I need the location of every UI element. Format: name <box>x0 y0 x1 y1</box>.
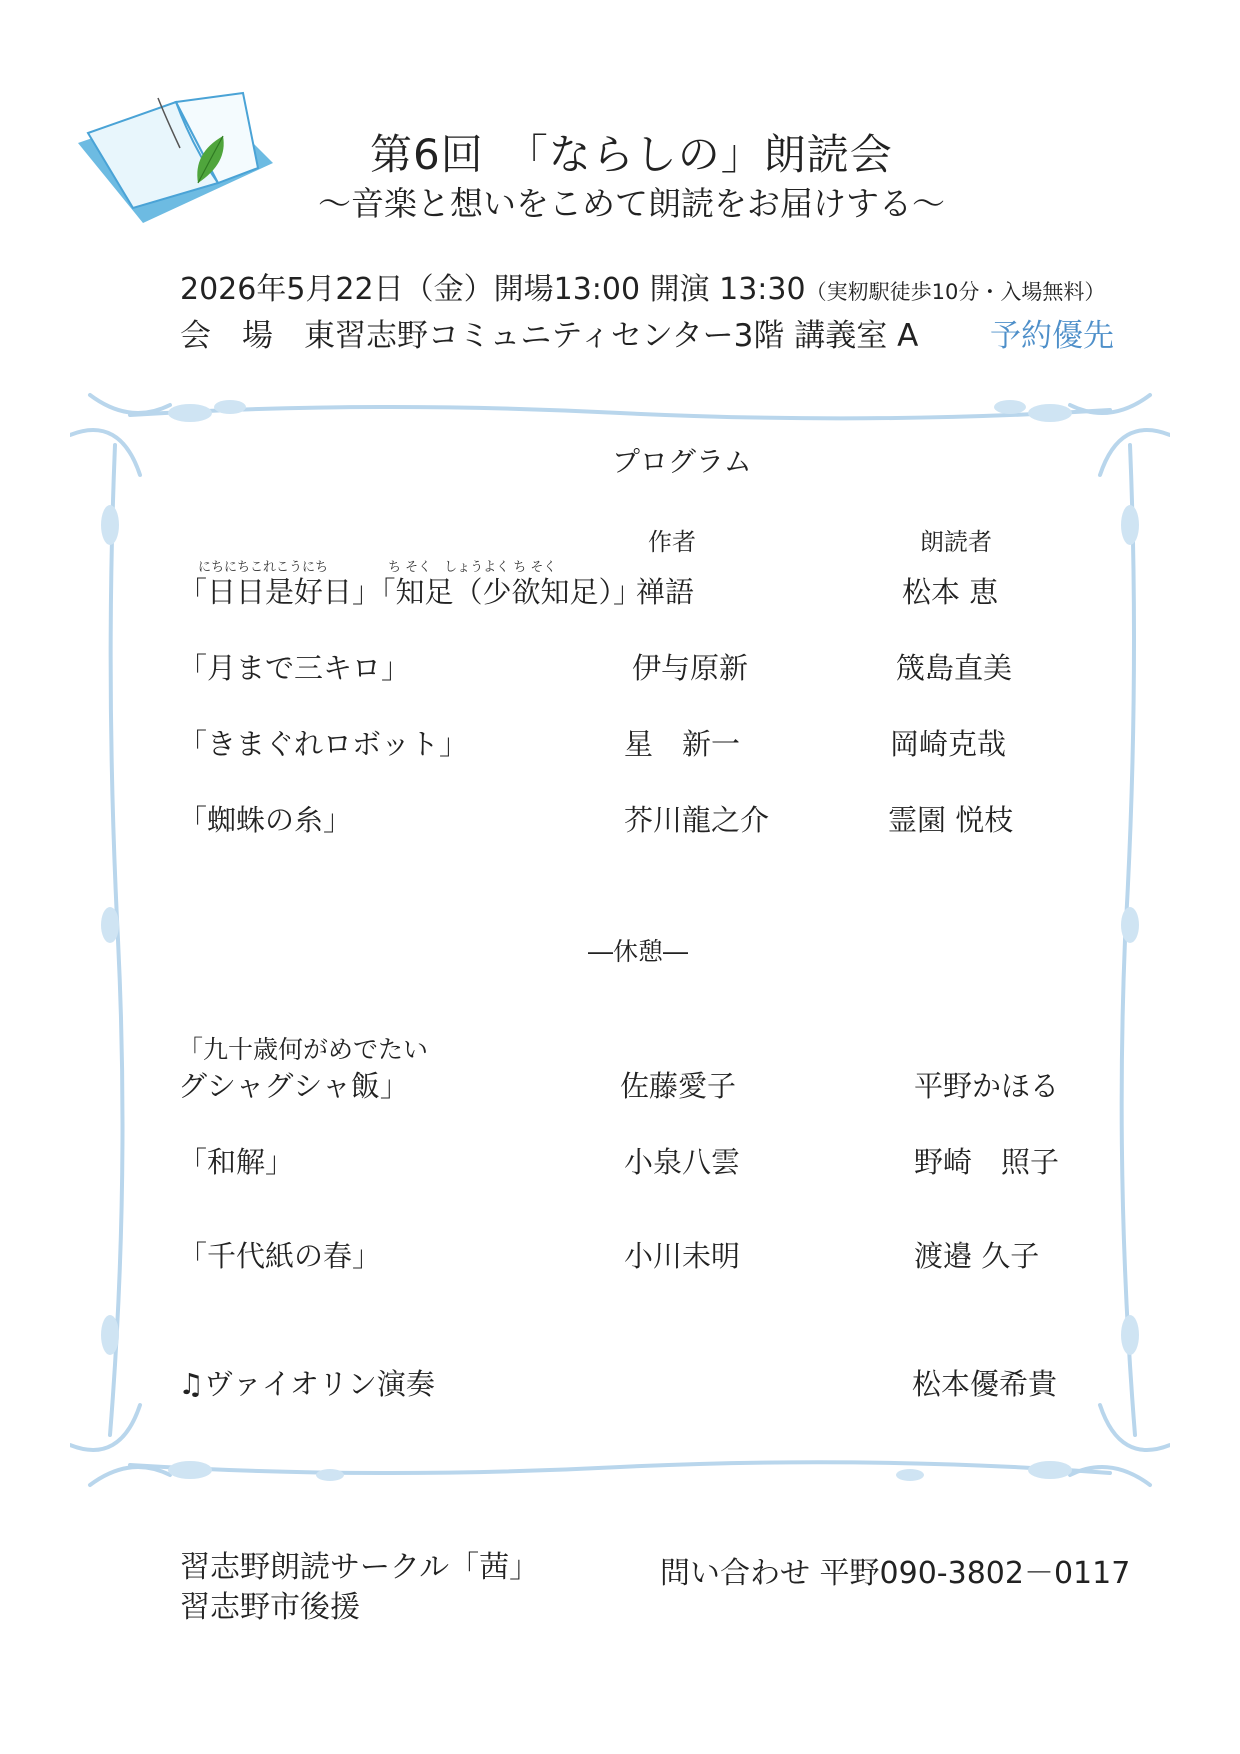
ruby-text-2: ち そく しょうよく ち そく <box>388 560 557 575</box>
reservation-note: 予約優先 <box>990 318 1114 354</box>
program-author-4: 芥川龍之介 <box>624 803 770 837</box>
program-title-6: 「和解」 <box>178 1145 295 1179</box>
program-author-3: 星 新一 <box>624 727 741 761</box>
column-author: 作者 <box>648 528 696 556</box>
organizer-support: 習志野市後援 <box>180 1590 360 1625</box>
program-title-4: 「蜘蛛の糸」 <box>178 803 353 837</box>
program-reader-7: 渡邉 久子 <box>914 1239 1040 1273</box>
program-reader-1: 松本 恵 <box>902 575 999 609</box>
datetime-note: （実籾駅徒歩10分・入場無料） <box>805 280 1106 304</box>
program-title-5-line2: グシャグシャ飯」 <box>178 1069 409 1103</box>
program-author-2: 伊与原新 <box>632 651 749 685</box>
program-title-1: 「日日是好日」「知足（少欲知足）」 <box>178 575 643 609</box>
program-author-6: 小泉八雲 <box>624 1145 741 1179</box>
program-author-7: 小川未明 <box>624 1239 741 1273</box>
datetime-text: 2026年5月22日（金）開場13:00 開演 13:30 <box>180 272 806 307</box>
program-author-5: 佐藤愛子 <box>620 1069 737 1103</box>
music-performance: ♫ヴァイオリン演奏 <box>178 1367 435 1401</box>
program-reader-2: 筬島直美 <box>896 651 1013 685</box>
ruby-text-1: にちにちこれこうにち <box>198 560 329 575</box>
program-title-3: 「きまぐれロボット」 <box>178 727 469 761</box>
event-datetime <box>180 264 1105 308</box>
event-venue: 会 場 東習志野コミュニティセンター3階 講義室 A <box>180 318 919 354</box>
program-heading: プログラム <box>612 445 752 478</box>
organizer-circle: 習志野朗読サークル「茜」 <box>180 1550 540 1585</box>
musician-name: 松本優希貴 <box>912 1367 1058 1401</box>
organizer-info <box>180 1548 539 1628</box>
program-author-1: 禅語 <box>636 575 695 609</box>
program-reader-3: 岡崎克哉 <box>890 727 1007 761</box>
program-reader-5: 平野かほる <box>914 1069 1060 1103</box>
program-title-5-line1: 「九十歳何がめでたい <box>178 1035 429 1064</box>
program-title-2: 「月まで三キロ」 <box>178 651 411 685</box>
page-subtitle: ～音楽と想いをこめて朗読をお届けする～ <box>318 184 945 223</box>
page-title: 第6回 「ならしの」朗読会 <box>370 130 893 179</box>
program-reader-6: 野崎 照子 <box>914 1145 1060 1179</box>
contact-info: 問い合わせ 平野090-3802－0117 <box>660 1556 1131 1591</box>
intermission: ―休憩― <box>588 937 689 966</box>
book-leaf-icon <box>78 88 273 233</box>
column-reader: 朗読者 <box>920 528 992 556</box>
program-reader-4: 霊園 悦枝 <box>888 803 1014 837</box>
program-title-7: 「千代紙の春」 <box>178 1239 382 1273</box>
